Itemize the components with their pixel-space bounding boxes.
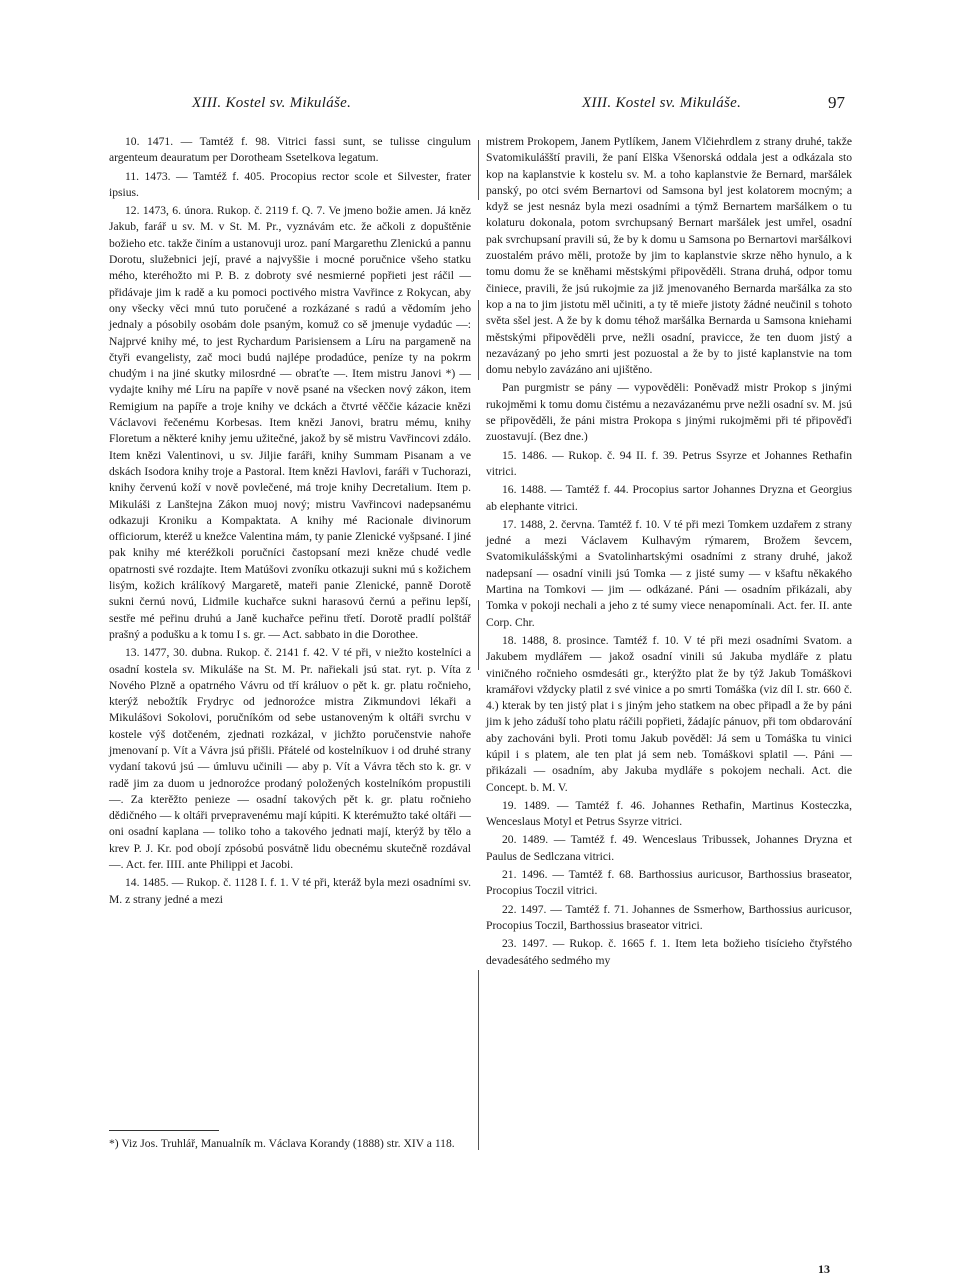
footnote-rule — [109, 1130, 219, 1131]
entry-paragraph: 14. 1485. — Rukop. č. 1128 I. f. 1. V té při, kteráž byla mezi osadními sv. M. z strany jedné a mezi — [109, 876, 471, 906]
right-column — [486, 134, 852, 969]
entry-paragraph: 10. 1471. — Tamtéž f. 98. Vitrici fassi sunt, se tulisse cingulum argenteum deauratum per Dorotheam Ssetelkova legatum. — [109, 135, 471, 165]
entry-paragraph: 16. 1488. — Tamtéž f. 44. Procopius sartor Johannes Dryzna et Georgius ab elephante vitrici. — [486, 483, 852, 513]
entry-paragraph: 18. 1488, 8. prosince. Tamtéž f. 10. V té při mezi osadními Svatom. a Jakubem mydlářem — jakož osadní vinili sú Jakuba mydláře z platu viničného ročnieho osmdesáti gr., kterýžto plat že by týž Jakub Tomáškovi kramářovi vždycky platil z své vinice a po smrti Tomáška (viz díl I. str. 660 č. 4.) kterak by ten jistý plat i s jiným jeho statkem na obec připadl a že by páni jim k jeho záduší toho platu ráčili popřieti, žádajíc pánuov, při tom obdarování aby zachováni byli. Proti tomu Jakub pověděl: Já sem u Tomáška tu vinici kúpil i s platem, ale ten plat já sem neb. Tomáškovi splatil —. Páni — přikázali — osadním, aby Jakuba mydláře s pokojem nechali. Act. die Concept. b. M. V. — [486, 633, 852, 794]
entry-paragraph: 20. 1489. — Tamtéž f. 49. Wenceslaus Tribussek, Johannes Dryzna et Paulus de Sedlczana vitrici. — [486, 833, 852, 863]
entry-paragraph: 13. 1477, 30. dubna. Rukop. č. 2141 f. 42. V té při, v niežto kostelníci a osadní kostela sv. Mikuláše na St. M. Pr. nařiekali jsú stat. ryt. p. Víta z Nového Plzně a opatrného Vávru od tří králuov o pět k. gr. platu ročnieho, kterýž nebožtík Frydryc od jednoroźce mistra Zikmundovi lékaři a Mikulášovi Sokolovi, poručníkóm od sebe ustanoveným k oltáři svrchu v kostele výš dotčeném, zjednati rozkázal, v jichžto poručenstvie nahoře jmenovaní p. Vít a Vávra jsú přišli. Přátelé od kostelníkuov i od druhé strany vydaní takovú jsú — úmluvu učinili — aby p. Vít a Vávra těch sto k. gr. v radě jim za duom u jednoroźce prodaný položených kostelníkóm propustili —. Za kterěžto penieze — osadní takových pět k. gr. platu ročnieho dědičného — k oltáři prvepravenému mají kúpiti. K kterémužto také oltáři — oni osadní kaplana — toliko toho a takového jednati mají, kterýž by tělo a krev P. J. Kr. pod obojí zpósobú posvátně lidu obecnému skutečně rozdával —. Act. fer. IIII. ante Philippi et Jacobi. — [109, 646, 471, 872]
running-header-right: XIII. Kostel sv. Mikuláše. — [582, 95, 742, 111]
column-divider — [478, 300, 479, 380]
left-column — [109, 134, 471, 908]
entry-paragraph: mistrem Prokopem, Janem Pytlíkem, Janem Vlčiehrdlem z strany druhé, takže Svatomikulášští pravili, že paní Elška Všenorská oddala jest a odkázala sto kop na kaplanstvie k kostelu sv. M. a toho kaplanstvie že Bernard, maršálek panský, po otci svém Bernartovi od Samsona byl jest kolatorem mocným; a když se jest nesnáz byla mezi osadními a týmž Bernartem maršálkem o tu kolaturu dokonala, potom svrchupsaný Bernart maršálek jest umřel, osadní pak svrchupsaní pravili sú, že by k domu u Samsona po Bernartovi maršálkovi zuostalém právo měli, protože by jim to kaplanstvie skrze něho hynulo, a k tomu domu že se kněhami městskými připověděli. Strana druhá, odpor tomu činiece, pravili, že jsú rukojmie za již jmenovaného Bernarda maršálka za sto kop a na to jim jistotu měl učiniti, a ty tě mieře jistoty žádné neučinil s tohoto světa sšel jest. A že by k domu téhož maršálka Bernarda u Samsona kniehami městskými připověděli prve, nežli osadní, pravicce, že ten duom jistý a nezavázaný po jeho smrti jest pozuostal a že by to jisté kaplanstvie na tom domu nebylo zavázáno ani ujištěno. — [486, 135, 852, 377]
footnote: *) Viz Jos. Truhlář, Manualník m. Václava Korandy (1888) str. XIV a 118. — [109, 1137, 455, 1150]
signature-mark: 13 — [818, 1262, 830, 1276]
entry-paragraph: 17. 1488, 2. června. Tamtéž f. 10. V té při mezi Tomkem uzdařem z strany jedné a mezi Václavem Kulhavým rýmarem, Brožem ševcem, Svatomikulášskými a Svatolinhartskými osadními z strany druhé, jakož nadepsaní — osadní vinili jsú Tomka — z jisté sumy — v kšaftu někakého Martina na Tomkovi — jim — odkázané. Páni — osadním přikázali, aby Tomka v pokoji nechali a jeho z té sumy viece nenapomínali. Act. fer. II. ante Corp. Chr. — [486, 517, 852, 629]
entry-paragraph: 12. 1473, 6. února. Rukop. č. 2119 f. Q. 7. Ve jmeno božie amen. Já kněz Jakub, farář u sv. M. v St. M. Pr., vyznávám etc. že ačkoli z dopuštěnie božieho etc. takže činím a ustanovuji uroz. paní Margarethu Zlenickú a pannu Dorotu, služebnici její, pravé a najvyššie i mocné poručnice všeho statku mého, kteréhožto mi P. B. z dobroty své nesmierné popřieti jest ráčil — přidávaje jim k radě a ku pomoci poctivého mistra Vavřince z Rokycan, aby ony všecky věci mnú tuto poručené a rozkázané s radú a vědomím jeho jednaly a pósobily osobám dole psaným, komuž co sě jmenuje vydadúc —: Najprvé knihy mé, to jest Rychardum Parisiensem a Líru na pargameně na čtyři evangelisty, zač moci budú najlépe prodadúce, peníze ty na pokrm chudým i na jiné skutky milosrdné — obraťte —. Item mistru Janovi *) — vydajte knihy mé Líru na papíře v nově psané na všecken nový zákon, item Remigium na papíře a troje knihy ve dckách a čtvrté věččie kázacie knězi Václavovi řečenému Korbesas. Item knězi Janovi, bratru mému, knihy Floretum a některé knihy jemu užitečné, jakož by sě mistru Vavřincovi zdálo. Item knězi Valentinovi, u sv. Jiljie faráři, knihy Summam Pisanam a ve dskách Isodora knihy troje a Pastoral. Item knězi Havlovi, faráři v Tuchorazi, knihy červenú koží v nově povlečené, má troje knihy Decretalium. Item p. Mikuláši z Lanštejna Zákon muoj nový; mistru Vavřincovi nadepsanému odkazuji Kroniku a Kompaktata. A knihy mé Racionale divinorum officiorum, kteréž u knežce Valentina mám, ty panie Zlenické vyšpsané. I jiné pak knihy mé kteréžkoli poručníci častopsaní mezi kněze chudé vedle opatrnosti své rozdajte. Item Matúšovi zvoníku otkazuji sukni mú s kožichem lisým, kožich králíkový Margaretě, mateři panie Zlenické, panně Dorotě sukni černú novú, Lidmile kuchařce sukni harasovú černú a peřinu lepší, sestře mé peřinu druhú a Janě kuchařce peřinu třetí. Dorotě pradlí polštář prašný a podušku a k tomu I s. gr. — Act. sabbato in die Dorothee. — [109, 204, 471, 641]
entry-paragraph: 21. 1496. — Tamtéž f. 68. Barthossius auricusor, Barthossius braseator, Procopius Toczil vitrici. — [486, 868, 852, 898]
entry-paragraph: 19. 1489. — Tamtéž f. 46. Johannes Rethafin, Martinus Kosteczka, Wenceslaus Motyl et Petrus Ssyrze vitrici. — [486, 798, 852, 829]
page-number: 97 — [828, 93, 845, 112]
column-divider — [478, 600, 479, 670]
entry-paragraph: 15. 1486. — Rukop. č. 94 II. f. 39. Petrus Ssyrze et Johannes Rethafin vitrici. — [486, 448, 852, 478]
entry-paragraph: 23. 1497. — Rukop. č. 1665 f. 1. Item leta božieho tisícieho čtyřstého devadesátého sedmého my — [486, 937, 852, 967]
entry-paragraph: 22. 1497. — Tamtéž f. 71. Johannes de Ssmerhow, Barthossius auricusor, Procopius Toczil, Barthossius braseator vitrici. — [486, 902, 852, 932]
column-divider — [478, 970, 479, 1150]
entry-paragraph: Pan purgmistr se pány — vypověděli: Poněvadž mistr Prokop s jinými rukojměmi k tomu domu čistému a nezavázanému prve nežli osadní sv. M. jsú se připověděli, že páni mistra Prokopa s jinými rukojměmi při té připověďi zuostavují. (Bez dne.) — [486, 381, 852, 444]
column-divider — [478, 140, 479, 200]
entry-paragraph: 11. 1473. — Tamtéž f. 405. Procopius rector scole et Silvester, frater ipsius. — [109, 169, 471, 199]
running-header-left: XIII. Kostel sv. Mikuláše. — [192, 95, 352, 111]
